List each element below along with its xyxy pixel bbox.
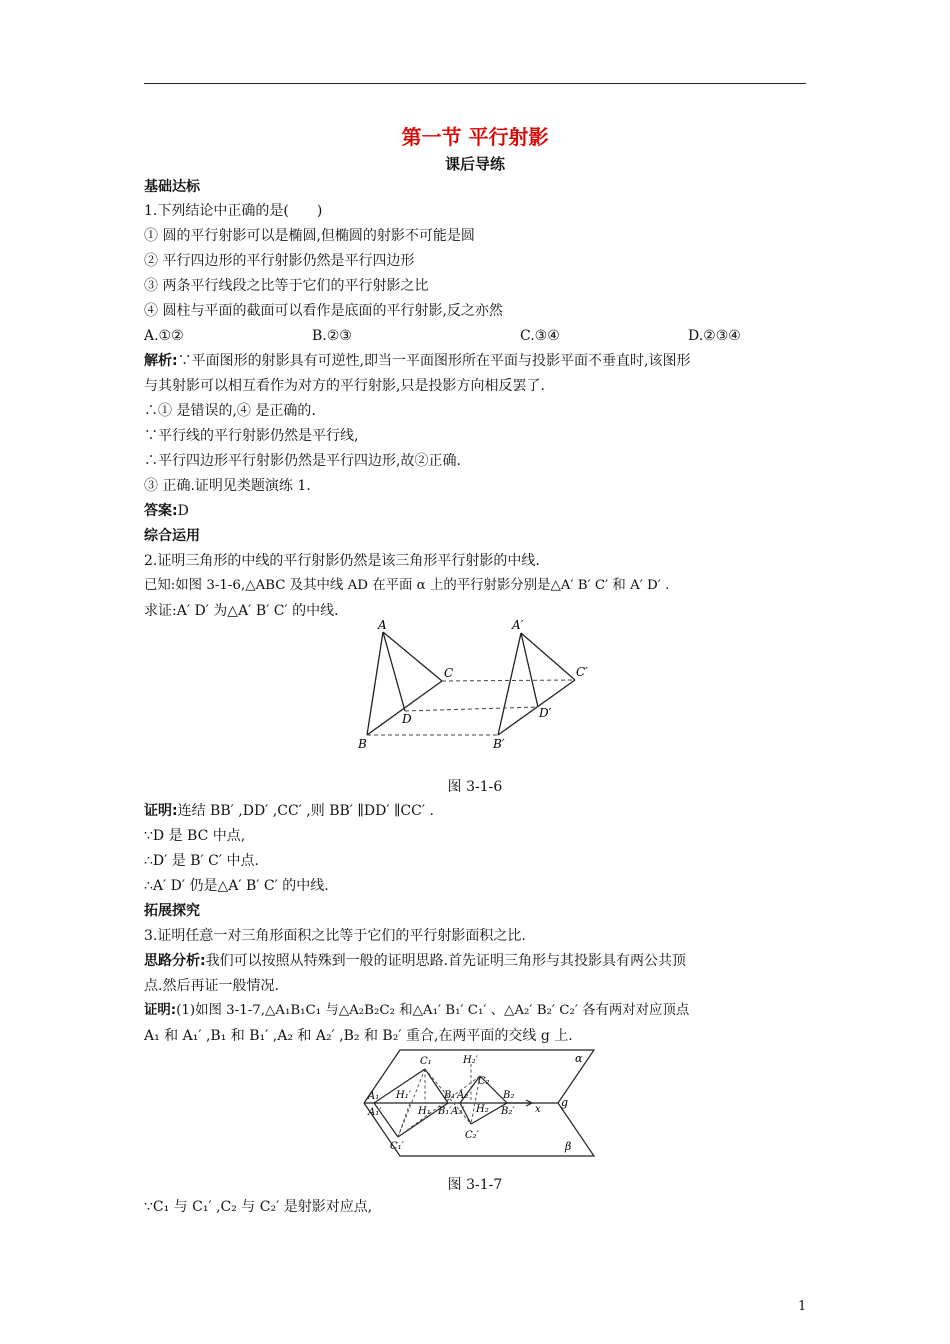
q1-item-1: ① 圆的平行射影可以是椭圆,但椭圆的射影不可能是圆 [144, 228, 475, 244]
section-explore: 拓展探究 [144, 903, 200, 919]
q1-step-3: ∴平行四边形平行射影仍然是平行四边形,故②正确. [144, 453, 461, 469]
fig2-label-alpha: α [575, 1052, 583, 1065]
q2-proof-step-1: ∵D 是 BC 中点, [144, 828, 246, 844]
fig2-label-c2-prime: C₂′ [465, 1130, 479, 1141]
q1-option-a: A.①② [144, 328, 184, 344]
q1-answer-value: D [177, 503, 189, 519]
fig2-label-c1-prime: C₁′ [390, 1141, 404, 1152]
q3-idea-1 [144, 950, 809, 972]
fig1-label-d-prime: D′ [539, 706, 552, 720]
figure-3-1-6-caption: 图 3-1-6 [447, 779, 503, 795]
fig2-label-b1: B₁ [444, 1090, 456, 1101]
fig2-label-h2-prime: H₂′ [463, 1055, 478, 1066]
fig2-label-beta: β [565, 1140, 572, 1153]
q1-option-d: D.②③④ [688, 328, 741, 344]
fig1-label-b-prime: B′ [493, 737, 505, 751]
q1-option-b: B.②③ [312, 328, 352, 344]
q1-step-1: ∴① 是错误的,④ 是正确的. [144, 403, 316, 419]
q1-analysis-label: 解析: [144, 353, 178, 369]
q3-proof-label: 证明: [144, 1003, 177, 1018]
q3-idea-label: 思路分析: [144, 953, 206, 969]
section-combined: 综合运用 [144, 528, 200, 544]
q3-proof-1 [144, 1000, 809, 1022]
q2-prove: 求证:A′ D′ 为△A′ B′ C′ 的中线. [144, 603, 339, 619]
fig1-label-c: C [444, 666, 454, 680]
q1-item-4: ④ 圆柱与平面的截面可以看作是底面的平行射影,反之亦然 [144, 303, 503, 319]
q2-proof-step-2: ∴D′ 是 B′ C′ 中点. [144, 853, 259, 869]
q3-last-line: ∵C₁ 与 C₁′ ,C₂ 与 C₂′ 是射影对应点, [144, 1199, 373, 1215]
fig1-label-b: B [358, 737, 367, 751]
page-subtitle: 课后导练 [444, 155, 505, 173]
q2-proof-label: 证明: [144, 803, 178, 819]
figure-3-1-6 [350, 615, 610, 755]
q1-item-3: ③ 两条平行线段之比等于它们的平行射影之比 [144, 278, 429, 294]
q1-step-4: ③ 正确.证明见类题演练 1. [144, 478, 311, 494]
q3-proof-2: A₁ 和 A₁′ ,B₁ 和 B₁′ ,A₂ 和 A₂′ ,B₂ 和 B₂′ 重合,在两平面的交线 g 上. [144, 1028, 573, 1044]
fig1-label-a-prime: A′ [512, 618, 524, 632]
q1-answer [144, 500, 809, 522]
fig2-label-b1-prime: B₁′ [438, 1106, 452, 1117]
q3-idea-text-1: 我们可以按照从特殊到一般的证明思路.首先证明三角形与其投影具有两公共顶 [205, 953, 687, 969]
fig2-label-a1-prime: A₁′ [368, 1107, 382, 1118]
q3-proof-text-1: (1)如图 3-1-7,△A₁B₁C₁ 与△A₂B₂C₂ 和△A₁′ B₁′ C₁′ 、△A₂′ B₂′ C₂′ 各有两对对应顶点 [176, 1003, 690, 1018]
fig2-label-x: x [535, 1104, 541, 1115]
fig2-label-a2-prime: A₂′ [451, 1106, 465, 1117]
q2-stem: 2.证明三角形的中线的平行射影仍然是该三角形平行射影的中线. [144, 553, 540, 569]
figure-3-1-7-caption: 图 3-1-7 [447, 1177, 503, 1193]
fig2-label-a1: A₁ [368, 1091, 380, 1102]
q1-analysis-text-1: ∵平面图形的射影具有可逆性,即当一平面图形所在平面与投影平面不垂直时,该图形 [177, 353, 691, 369]
fig1-label-c-prime: C′ [576, 665, 588, 679]
q1-analysis-2: 与其射影可以相互看作为对方的平行射影,只是投影方向相反罢了. [144, 378, 545, 394]
fig2-label-c1: C₁ [420, 1056, 432, 1067]
q1-stem: 1.下列结论中正确的是( ) [144, 203, 323, 219]
q1-item-2: ② 平行四边形的平行射影仍然是平行四边形 [144, 253, 415, 269]
q1-analysis-1 [144, 350, 809, 372]
fig2-label-h2: H₂ [476, 1104, 489, 1115]
fig2-label-h1-prime: H₁′ [396, 1090, 411, 1101]
section-basic: 基础达标 [144, 179, 200, 195]
page-number: 1 [798, 1299, 807, 1314]
q1-answer-label: 答案: [144, 503, 178, 519]
fig1-label-a: A [378, 618, 387, 632]
q3-stem: 3.证明任意一对三角形面积之比等于它们的平行射影面积之比. [144, 928, 526, 944]
fig1-label-d: D [402, 712, 412, 726]
q3-idea-2: 点.然后再证一般情况. [144, 978, 279, 994]
q2-given: 已知:如图 3-1-6,△ABC 及其中线 AD 在平面 α 上的平行射影分别是△A′ B′ C′ 和 A′ D′ . [144, 578, 670, 593]
figure-3-1-7 [360, 1046, 600, 1162]
fig2-label-h1: H₁ [418, 1106, 431, 1117]
page-title: 第一节 平行射影 [401, 125, 549, 149]
q2-proof-text-1: 连结 BB′ ,DD′ ,CC′ ,则 BB′ ∥DD′ ∥CC′ . [177, 803, 434, 819]
fig2-label-a2: A₂ [457, 1090, 469, 1101]
fig2-label-b2-prime: B₂′ [501, 1106, 515, 1117]
fig2-label-g: g [561, 1096, 569, 1109]
fig2-label-c2: C₂ [478, 1076, 490, 1087]
q1-step-2: ∵平行线的平行射影仍然是平行线, [144, 428, 359, 444]
q2-proof-step-3: ∴A′ D′ 仍是△A′ B′ C′ 的中线. [144, 878, 329, 894]
q2-proof-1 [144, 800, 809, 822]
header-rule [144, 83, 806, 84]
q1-option-c: C.③④ [520, 328, 560, 344]
fig2-label-b2: B₂ [503, 1090, 515, 1101]
